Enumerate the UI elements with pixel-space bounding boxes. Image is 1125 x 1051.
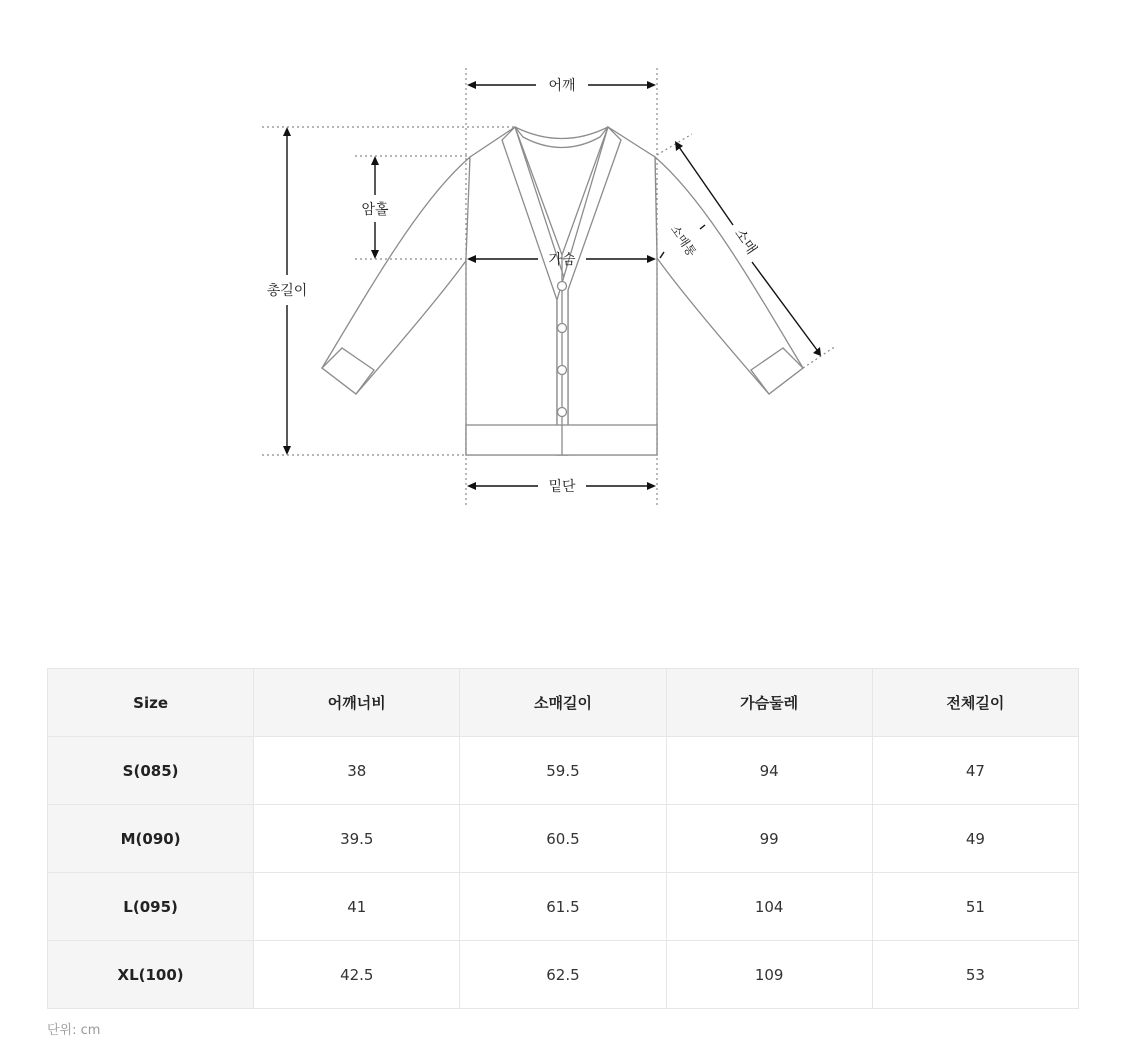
table-row	[48, 873, 1079, 941]
chest-circumference-cell: 94	[666, 737, 872, 805]
shoulder-width-cell: 41	[254, 873, 460, 941]
sleeve-length-cell: 59.5	[460, 737, 666, 805]
button-3	[558, 366, 567, 375]
hem-label: 밑단	[548, 479, 576, 495]
total-length-label: 총길이	[266, 283, 308, 299]
unit-note: 단위: cm	[47, 1023, 101, 1038]
size-cell: S(085)	[48, 737, 254, 805]
chest-circumference-cell: 104	[666, 873, 872, 941]
shoulder-width-cell: 38	[254, 737, 460, 805]
total-length-dimension	[267, 127, 308, 455]
size-cell: XL(100)	[48, 941, 254, 1009]
sleeve-length-cell: 62.5	[460, 941, 666, 1009]
header-sleeve-length: 소매길이	[460, 669, 666, 737]
chest-circumference-cell: 99	[666, 805, 872, 873]
table-row	[48, 737, 1079, 805]
header-shoulder-width: 어깨너비	[254, 669, 460, 737]
size-cell: M(090)	[48, 805, 254, 873]
header-chest-circumference: 가슴둘레	[666, 669, 872, 737]
armhole-dimension	[361, 156, 389, 259]
button-2	[558, 324, 567, 333]
chest-circumference-cell: 109	[666, 941, 872, 1009]
sleeve-width-label: 소매통	[667, 222, 699, 260]
sleeve-label: 소매	[731, 226, 760, 258]
size-cell: L(095)	[48, 873, 254, 941]
size-table	[47, 668, 1079, 1009]
header-total-length: 전체길이	[872, 669, 1078, 737]
shoulder-dimension	[467, 77, 656, 94]
sleeve-length-cell: 61.5	[460, 873, 666, 941]
table-row	[48, 805, 1079, 873]
total-length-cell: 51	[872, 873, 1078, 941]
cardigan-illustration	[322, 127, 803, 455]
table-header-row	[48, 669, 1079, 737]
sleeve-length-cell: 60.5	[460, 805, 666, 873]
total-length-cell: 53	[872, 941, 1078, 1009]
total-length-cell: 47	[872, 737, 1078, 805]
shoulder-label: 어깨	[548, 78, 576, 94]
chest-label: 가슴	[548, 252, 576, 268]
shoulder-width-cell: 42.5	[254, 941, 460, 1009]
table-row	[48, 941, 1079, 1009]
total-length-cell: 49	[872, 805, 1078, 873]
header-size: Size	[48, 669, 254, 737]
armhole-label: 암홀	[361, 202, 389, 218]
button-4	[558, 408, 567, 417]
button-1	[558, 282, 567, 291]
hem-dimension	[467, 478, 656, 495]
back-collar	[515, 127, 608, 148]
shoulder-width-cell: 39.5	[254, 805, 460, 873]
